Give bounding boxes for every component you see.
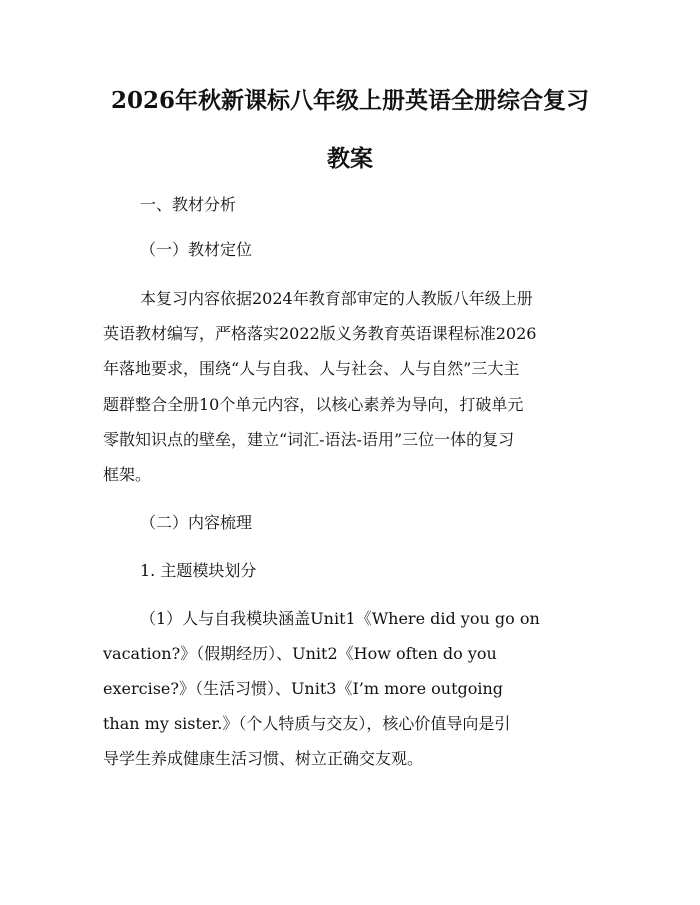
paragraph-line: vacation?》（假期经历）、Unit2《How often do you: [103, 644, 497, 663]
section-heading-textbook-analysis: 一、教材分析: [140, 195, 237, 214]
subsection-heading-content-review: （二）内容梳理: [140, 513, 253, 532]
paragraph-line: （1）人与自我模块涵盖Unit1《Where did you go on: [140, 609, 540, 628]
paragraph-line: 题群整合全册10个单元内容，以核心素养为导向，打破单元: [103, 395, 524, 414]
paragraph-line: 导学生养成健康生活习惯、树立正确交友观。: [103, 749, 424, 768]
subsection-heading-textbook-positioning: （一）教材定位: [140, 240, 253, 259]
paragraph-line: 本复习内容依据2024年教育部审定的人教版八年级上册: [140, 289, 533, 308]
paragraph-line: than my sister.》（个人特质与交友），核心价值导向是引: [103, 714, 511, 733]
paragraph-line: 英语教材编写，严格落实2022版义务教育英语课程标准2026: [103, 324, 537, 343]
paragraph-line: 框架。: [103, 465, 152, 484]
paragraph-line: 年落地要求，围绕“人与自我、人与社会、人与自然”三大主: [103, 359, 520, 378]
paragraph-line: 零散知识点的壁垒，建立“词汇-语法-语用”三位一体的复习: [103, 430, 515, 449]
document-title: 2026年秋新课标八年级上册英语全册综合复习教案: [110, 87, 589, 172]
paragraph-line: exercise?》（生活习惯）、Unit3《I’m more outgoing: [103, 679, 504, 698]
item-heading-theme-modules: 1. 主题模块划分: [140, 561, 257, 580]
